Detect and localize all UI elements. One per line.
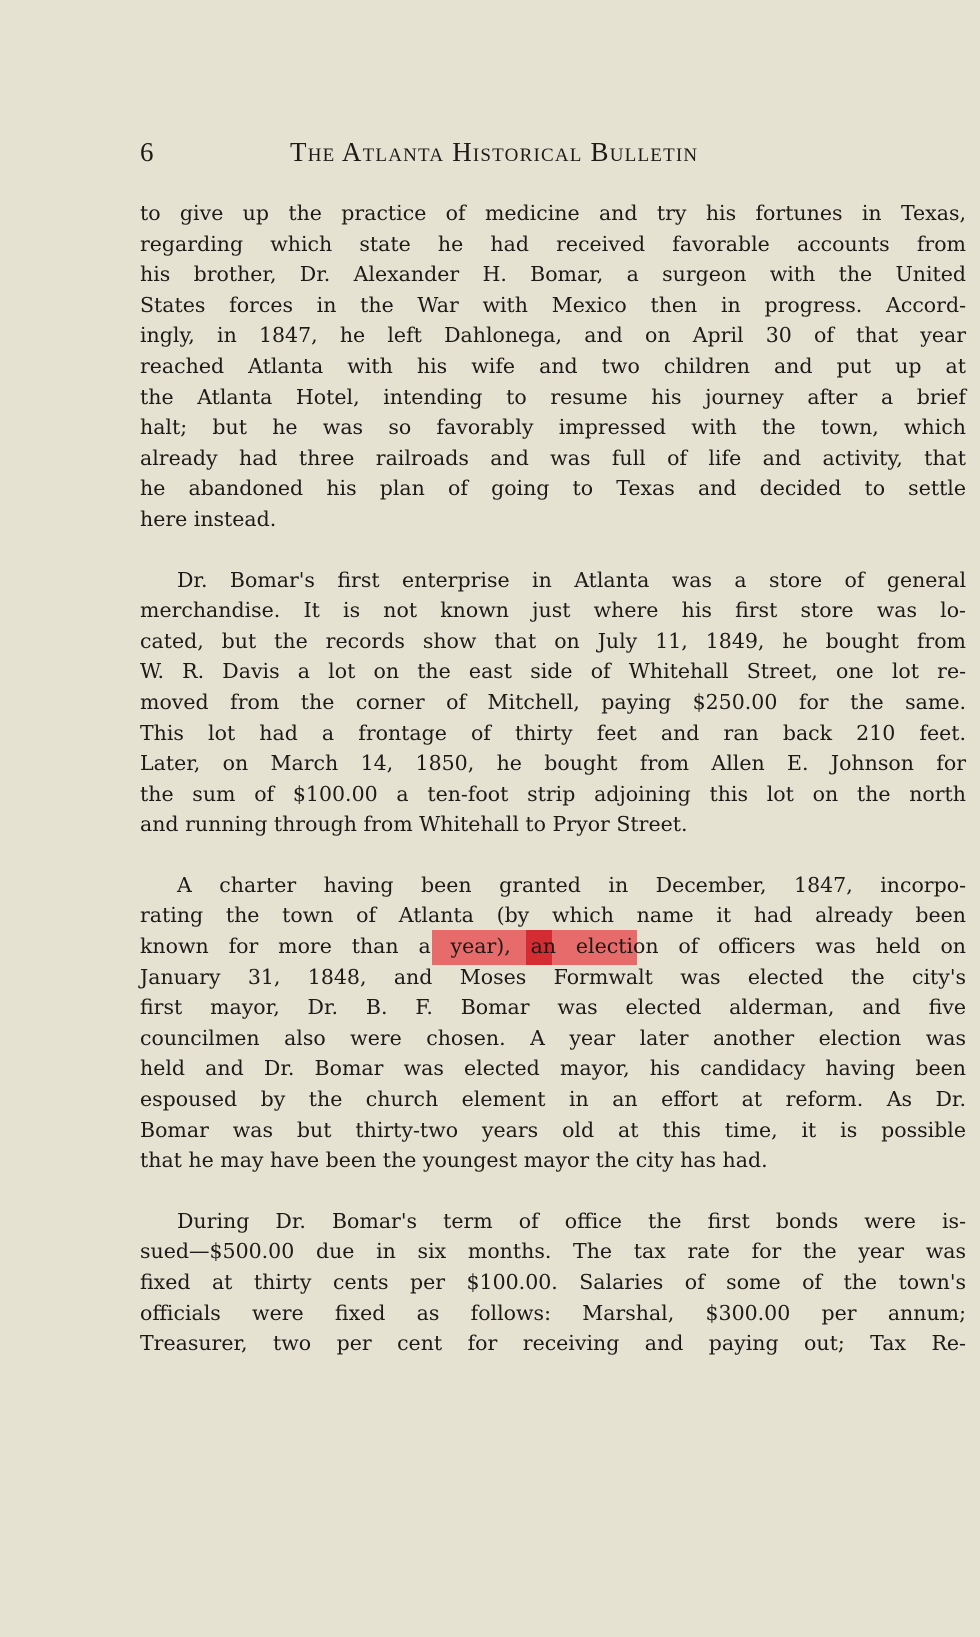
text-line: known for more than a year), an election of officers was held on [140,934,966,959]
text-line: already had three railroads and was full of life and activity, that [140,445,966,470]
text-line: espoused by the church element in an effort at reform. As Dr. [140,1087,966,1112]
text-line: first mayor, Dr. B. F. Bomar was elected alderman, and five [140,995,966,1020]
text-line: merchandise. It is not known just where his first store was lo- [140,598,966,623]
text-line: States forces in the War with Mexico then in progress. Accord- [140,292,966,317]
text-line: sued—$500.00 due in six months. The tax rate for the year was [140,1239,966,1264]
text-line: moved from the corner of Mitchell, paying $250.00 for the same. [140,689,966,714]
text-line: cated, but the records show that on July 11, 1849, he bought from [140,628,966,653]
text-line: Treasurer, two per cent for receiving and paying out; Tax Re- [140,1331,966,1356]
text-line: This lot had a frontage of thirty feet and ran back 210 feet. [140,720,966,745]
text-line: A charter having been granted in December, 1847, incorpo- [177,872,966,897]
text-line: Dr. Bomar's first enterprise in Atlanta was a store of general [177,567,966,592]
body-text [140,198,966,1359]
text-line: officials were fixed as follows: Marshal, $300.00 per annum; [140,1300,966,1325]
text-line: regarding which state he had received favorable accounts from [140,231,966,256]
paragraph-3 [140,870,966,1176]
text-line: fixed at thirty cents per $100.00. Salaries of some of the town's [140,1270,966,1294]
text-line: that he may have been the youngest mayor the city has had. [140,1148,768,1173]
text-line: the sum of $100.00 a ten-foot strip adjoining this lot on the north [140,781,966,806]
text-line: held and Dr. Bomar was elected mayor, his candidacy having been [140,1056,966,1081]
text-line: January 31, 1848, and Moses Formwalt was elected the city's [140,964,966,989]
text-line: to give up the practice of medicine and try his fortunes in Texas, [140,201,966,225]
paragraph-4 [140,1206,966,1359]
text-line: he abandoned his plan of going to Texas and decided to settle [140,476,966,501]
text-line: halt; but he was so favorably impressed with the town, which [140,415,966,440]
text-line: During Dr. Bomar's term of office the first bonds were is- [177,1208,966,1233]
text-line: here instead. [140,506,277,531]
text-line: his brother, Dr. Alexander H. Bomar, a surgeon with the United [140,262,966,287]
text-line: rating the town of Atlanta (by which name it had already been [140,903,966,928]
running-title: The Atlanta Historical Bulletin [290,137,699,167]
paragraph-1 [140,198,966,535]
text-line: W. R. Davis a lot on the east side of Whitehall Street, one lot re- [140,659,966,684]
text-line: councilmen also were chosen. A year later another election was [140,1025,966,1050]
text-line: Later, on March 14, 1850, he bought from Allen E. Johnson for [140,751,966,776]
page-number: 6 [140,137,154,167]
paragraph-2 [140,565,966,840]
text-line: the Atlanta Hotel, intending to resume his journey after a brief [140,384,966,409]
text-line: reached Atlanta with his wife and two children and put up at [140,353,966,378]
running-header [140,137,840,168]
text-line: Bomar was but thirty-two years old at this time, it is possible [140,1117,966,1142]
text-line: ingly, in 1847, he left Dahlonega, and on April 30 of that year [140,323,966,348]
text-line: and running through from Whitehall to Pryor Street. [140,812,688,837]
